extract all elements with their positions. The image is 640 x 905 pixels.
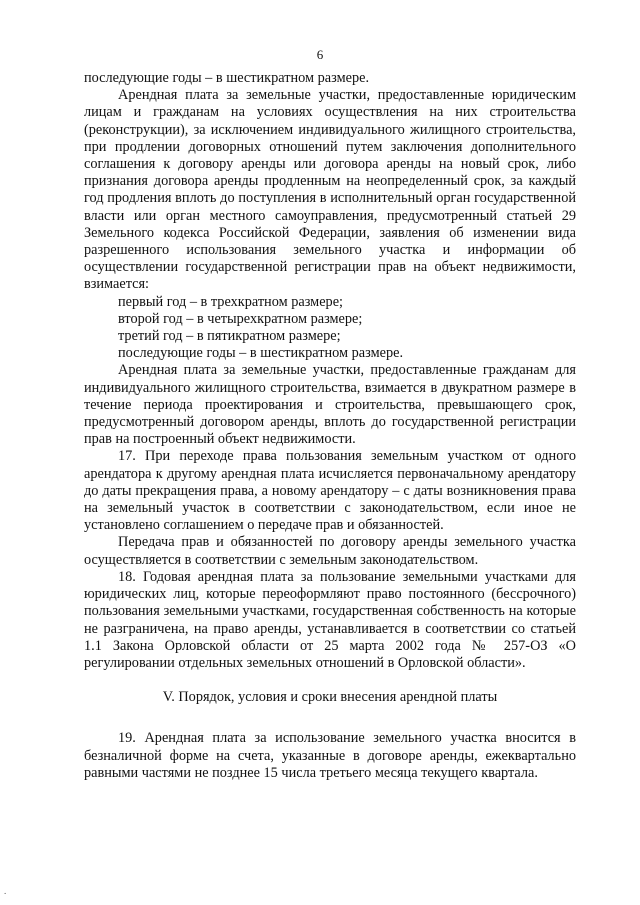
- list-item-following-years: последующие годы – в шестикратном размере.: [118, 345, 404, 362]
- list-item-second-year: второй год – в четырехкратном размере;: [118, 310, 363, 327]
- document-body: [84, 70, 576, 782]
- page-number: 6: [316, 47, 324, 62]
- list-item-first-year: первый год – в трехкратном размере;: [118, 293, 344, 310]
- paragraph-17: 17. При переходе права пользования земельным участком от одного арендатора к другому арендная плата исчисляется первоначальному арендатору до даты прекращения права, а новому арендатору – с даты возникновения права на земельный участок в соответствии с законодательством, если иное не установлено соглашением о передаче прав и обязанностей.: [84, 448, 576, 534]
- paragraph-transfer-rights: Передача прав и обязанностей по договору аренды земельного участка осуществляется в соответствии с земельным законодательством.: [84, 534, 576, 568]
- paragraph-rent-construction: Арендная плата за земельные участки, предоставленные юридическим лицам и гражданам на условиях осуществления на них строительства (реконструкции), за исключением индивидуального жилищного строительства, при продлении договорных отношений путем заключения дополнительного соглашения к договору аренды или договора аренды на новый срок, либо признания договора аренды продленным на неопределенный срок, за каждый год продления вплоть до поступления в исполнительный орган государственной власти или орган местного самоуправления, предусмотренный статьей 29 Земельного кодекса Российской Федерации, заявления об изменении вида разрешенного использования земельного участка и информации об осуществлении государственной регистрации прав на объект недвижимости, взимается:: [84, 87, 576, 293]
- section-heading-v: V. Порядок, условия и сроки внесения арендной платы: [162, 689, 498, 706]
- list-item-third-year: третий год – в пятикратном размере;: [118, 328, 341, 345]
- paragraph-continuation: последующие годы – в шестикратном размере.: [84, 70, 370, 86]
- paragraph-18: 18. Годовая арендная плата за пользование земельными участками для юридических лиц, которые переоформляют право постоянного (бессрочного) пользования земельными участками, государственная собственность на которые не разграничена, на право аренды, устанавливается в соответствии со статьей 1.1 Закона Орловской области от 25 марта 2002 года № 257-ОЗ «О регулировании отдельных земельных отношений в Орловской области».: [84, 568, 576, 671]
- margin-mark: .: [4, 886, 7, 896]
- paragraph-19: 19. Арендная плата за использование земельного участка вносится в безналичной форме на счета, указанные в договоре аренды, ежеквартально равными частями не позднее 15 числа третьего месяца текущего квартала.: [84, 730, 576, 781]
- paragraph-individual-housing: Арендная плата за земельные участки, предоставленные гражданам для индивидуального жилищного строительства, взимается в двукратном размере в течение периода проектирования и строительства, превышающего срок, предусмотренный договором аренды, вплоть до государственной регистрации прав на построенный объект недвижимости.: [84, 362, 576, 448]
